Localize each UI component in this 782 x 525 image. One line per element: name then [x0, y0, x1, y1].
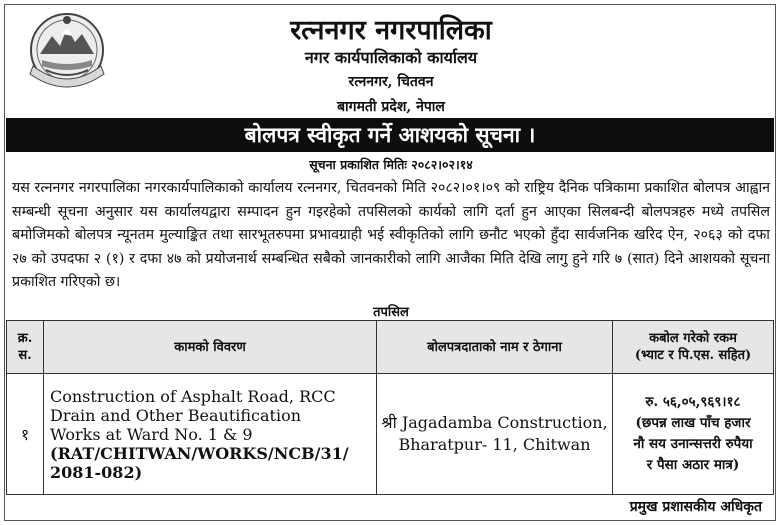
contract-reference: (RAT/CHITWAN/WORKS/NCB/31/ 2081-082)	[50, 443, 349, 482]
details-table	[6, 320, 774, 495]
header-bidder: बोलपत्रदाताको नाम र ठेगाना	[377, 321, 613, 374]
header-serial: क्र. स.	[7, 321, 44, 374]
header-work: कामको विवरण	[44, 321, 377, 374]
row-serial: १	[7, 374, 44, 495]
bid-amount: रु. ५६,०५,९६९।१८ (छपन्न लाख पाँच हजार नौ सय उनान्सत्तरी रुपैया र पैसा अठार मात्र)	[613, 374, 774, 495]
table-row	[7, 374, 774, 495]
municipality-name: रत्ननगर नगरपालिका	[290, 15, 492, 46]
publish-date: सूचना प्रकाशित मितिः २०८२।०२।१४	[309, 157, 473, 172]
work-description: Construction of Asphalt Road, RCC Drain and Other Beautification Works at Ward No. 1 & 9 (RAT/CHITWAN/WORKS/NCB/31/ 2081-082)	[44, 374, 377, 495]
notice-body: यस रत्ननगर नगरपालिका नगरकार्यपालिकाको कार्यालय रत्ननगर, चितवनको मिति २०८२।०१।०९ को राष्ट्रिय दैनिक पत्रिकामा प्रकाशित बोलपत्र आह्वान सम्बन्धी सूचना अनुसार यस कार्यालयद्वारा सम्पादन हुन गइरहेको तपसिलको कार्यको लागि दर्ता हुन आएका सिलबन्दी बोलपत्रहरु मध्ये तपसिल बमोजिमको बोलपत्र न्यूनतम मुल्याङ्कित तथा सारभूतरुपमा प्रभावग्राही भई स्वीकृतिको लागि छनौट भएको हुँदा सार्वजनिक खरिद ऐन, २०६३ को दफा २७ को उपदफा २ (१) र दफा ४७ को प्रयोजनार्थ सम्बन्धित सबैको जानकारीको लागि आजैका मिति देखि लागु हुने गरि ७ (सात) दिने आशयको सूचना प्रकाशित गरिएको छ।	[12, 180, 770, 291]
office-location: रत्ननगर, चितवन	[348, 74, 434, 90]
table-caption: तपसिल	[373, 305, 409, 320]
header-amount: कबोल गरेको रकम (भ्याट र पि.एस. सहित)	[613, 321, 774, 374]
office-name: नगर कार्यपालिकाको कार्यालय	[304, 48, 478, 67]
table-header-row	[7, 321, 774, 374]
notice-title: बोलपत्र स्वीकृत गर्ने आशयको सूचना ।	[6, 118, 774, 152]
bidder-info: श्री Jagadamba Construction, Bharatpur- 11, Chitwan	[377, 374, 613, 495]
signature-title: प्रमुख प्रशासकीय अधिकृत	[629, 499, 762, 515]
province-name: बागमती प्रदेश, नेपाल	[337, 99, 445, 115]
